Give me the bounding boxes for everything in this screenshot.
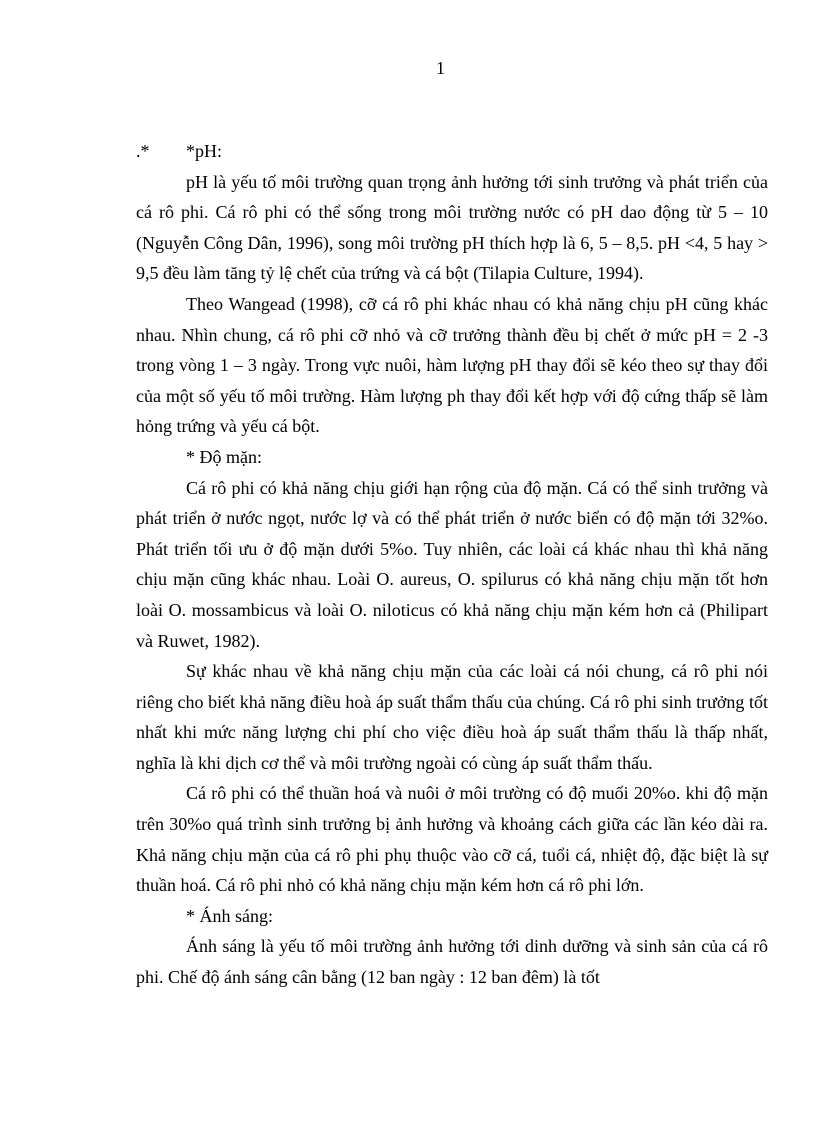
paragraph-salinity-1: Cá rô phi có khả năng chịu giới hạn rộng của độ mặn. Cá có thể sinh trưởng và phát triển ở nước ngọt, nước lợ và có thể phát triển ở nước biển có độ mặn tới 32%o. Phát triển tối ưu ở độ mặn dưới 5%o. Tuy nhiên, các loài cá khác nhau thì khả năng chịu mặn cũng khác nhau. Loài O. aureus, O. spilurus có khả năng chịu mặn tốt hơn loài O. mossambicus và loài O. niloticus có khả năng chịu mặn kém hơn cả (Philipart và Ruwet, 1982). — [136, 477, 768, 651]
paragraph-ph-1: pH là yếu tố môi trường quan trọng ảnh hưởng tới sinh trưởng và phát triển của cá rô phi. Cá rô phi có thể sống trong môi trường nước có pH dao động từ 5 – 10 (Nguyễn Công Dân, 1996), song môi trường pH thích hợp là 6, 5 – 8,5. pH <4, 5 hay > 9,5 đều làm tăng tỷ lệ chết của trứng và cá bột (Tilapia Culture, 1994). — [136, 171, 768, 284]
page-number: 1 — [436, 58, 445, 78]
bullet-mark: .* — [136, 141, 150, 161]
section-heading-salinity: * Độ mặn: — [186, 446, 262, 467]
section-heading-light: * Ánh sáng: — [186, 905, 273, 926]
paragraph-ph-2: Theo Wangead (1998), cỡ cá rô phi khác nhau có khả năng chịu pH cũng khác nhau. Nhìn chung, cá rô phi cỡ nhỏ và cỡ trưởng thành đều bị chết ở mức pH = 2 -3 trong vòng 1 – 3 ngày. Trong vực nuôi, hàm lượng pH thay đổi sẽ kéo theo sự thay đổi của một số yếu tố môi trường. Hàm lượng ph thay đổi kết hợp với độ cứng thấp sẽ làm hỏng trứng và yếu cá bột. — [136, 293, 768, 437]
ph-heading-row — [136, 136, 768, 167]
paragraph-light-1: Ánh sáng là yếu tố môi trường ảnh hưởng tới dinh dưỡng và sinh sản của cá rô phi. Chế độ ánh sáng cân bằng (12 ban ngày : 12 ban đêm) là tốt — [136, 936, 768, 988]
document-body — [136, 136, 768, 993]
section-heading-ph: *pH: — [186, 141, 222, 161]
paragraph-salinity-3: Cá rô phi có thể thuần hoá và nuôi ở môi trường có độ muối 20%o. khi độ mặn trên 30%o quá trình sinh trưởng bị ảnh hưởng và khoảng cách giữa các lần kéo dài ra. Khả năng chịu mặn của cá rô phi phụ thuộc vào cỡ cá, tuổi cá, nhiệt độ, đặc biệt là sự thuần hoá. Cá rô phi nhỏ có khả năng chịu mặn kém hơn cá rô phi lớn. — [136, 783, 768, 896]
paragraph-salinity-2: Sự khác nhau về khả năng chịu mặn của các loài cá nói chung, cá rô phi nói riêng cho biết khả năng điều hoà áp suất thẩm thấu của chúng. Cá rô phi sinh trưởng tốt nhất khi mức năng lượng chi phí cho việc điều hoà áp suất thẩm thấu là thấp nhất, nghĩa là khi dịch cơ thể và môi trường ngoài có cùng áp suất thẩm thấu. — [136, 661, 768, 773]
